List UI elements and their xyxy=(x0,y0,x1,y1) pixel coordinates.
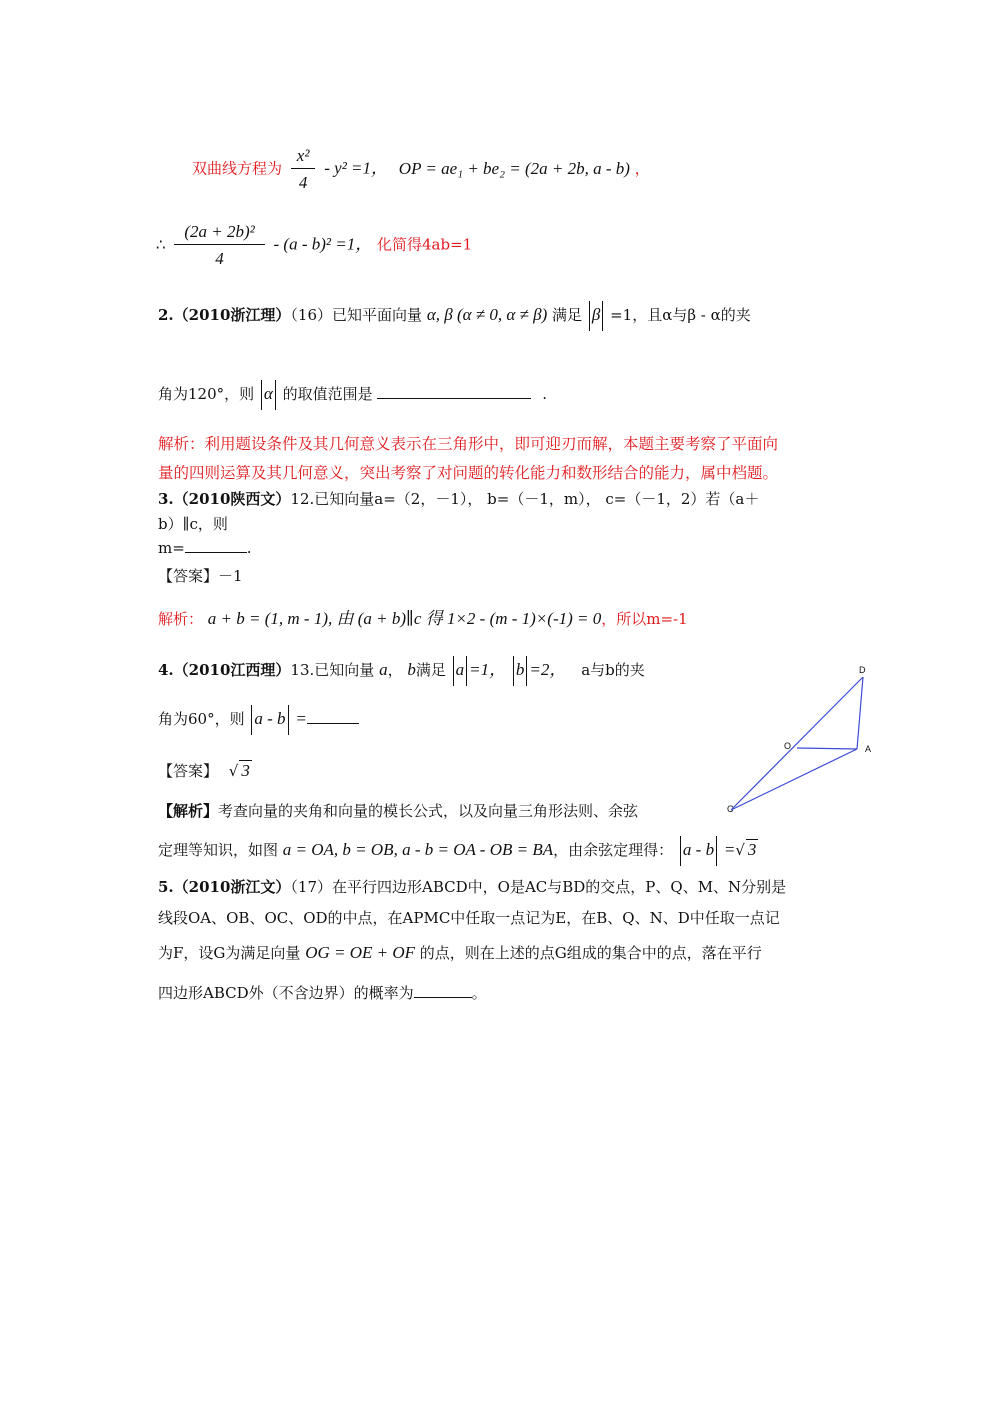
q4-number: 4. xyxy=(158,661,174,679)
label-a: A xyxy=(865,744,872,754)
line1-lead: 双曲线方程为 xyxy=(192,159,283,178)
q4-analysis-1: 考查向量的夹角和向量的模长公式，以及向量三角形法则、余弦 xyxy=(218,802,639,820)
q4-line1-c: 满足 xyxy=(415,661,446,679)
q3-m-label: m= xyxy=(158,539,185,557)
line2-mid: - (a - b)² =1， xyxy=(273,234,373,254)
q4-analysis-2: 定理等知识，如图 xyxy=(158,841,279,859)
line1-frac-den: 4 xyxy=(298,173,308,192)
segment-ca xyxy=(731,749,857,810)
abs-bar-right xyxy=(275,380,276,410)
q4-line2-abs: a - b xyxy=(254,709,286,728)
q5-line3-a: 为F，设G为满足向量 xyxy=(158,944,301,962)
q3-line3-end: . xyxy=(246,539,252,557)
line2-tail: 化简得4ab=1 xyxy=(377,235,473,254)
q5-number: 5. xyxy=(158,878,174,896)
q4-analysis-expr: a = OA, b = OB, a - b = OA - OB = BA xyxy=(282,840,554,859)
q5-line3-b: 的点，则在上述的点G组成的集合中的点，落在平行 xyxy=(419,944,762,962)
q5-line4 xyxy=(158,982,487,1003)
abs-bar-right xyxy=(526,656,527,686)
q4-eq1: =1， xyxy=(469,660,507,679)
label-o: O xyxy=(784,741,792,751)
q2-text-a: 已知平面向量 xyxy=(332,306,423,324)
q2-abs-inner: β xyxy=(591,305,601,324)
q4-analysis-3: ，由余弦定理得： xyxy=(553,841,674,859)
sqrt-icon: √ xyxy=(735,841,745,859)
therefore-symbol: ∴ xyxy=(156,235,166,254)
q4-analysis-abs: a - b xyxy=(682,840,715,859)
line1-fraction xyxy=(291,146,316,193)
q2-line2 xyxy=(158,380,547,410)
triangle-figure xyxy=(725,660,885,825)
q5-line1 xyxy=(158,876,786,897)
q4-analysis-label: 【解析】 xyxy=(158,802,219,820)
q4-line1-d: a与b的夹 xyxy=(581,661,645,679)
abs-bar-right xyxy=(602,301,603,331)
abs-bar-left xyxy=(453,656,454,686)
q4-analysis-line2 xyxy=(158,836,758,866)
q3-line1 xyxy=(158,488,759,509)
q5-answer-blank xyxy=(414,996,472,998)
q4-answer-value: 3 xyxy=(241,761,250,780)
q3-source: （2010陕西文） xyxy=(173,490,291,508)
q3-answer: 【答案】－1 xyxy=(158,567,243,585)
abs-bar-left xyxy=(680,836,681,866)
q4-vec-b: b xyxy=(407,660,416,679)
q4-answer-label: 【答案】 xyxy=(158,762,219,780)
q2-line2-a: 角为120°，则 xyxy=(158,385,255,403)
q2-number: 2. xyxy=(158,306,174,324)
q4-eq2: =2， xyxy=(529,660,567,679)
q2-analysis-line1: 解析：利用题设条件及其几何意义表示在三角形中，即可迎刃而解，本题主要考察了平面向 xyxy=(158,435,779,453)
q2-analysis-line2: 量的四则运算及其几何意义，突出考察了对问题的转化能力和数形结合的能力，属中档题。 xyxy=(158,464,779,482)
line1-tail: ， xyxy=(634,159,650,178)
line2-frac-den: 4 xyxy=(215,249,224,268)
q4-line2-a: 角为60°，则 xyxy=(158,710,245,728)
sqrt-icon: √ xyxy=(228,762,239,780)
q2-answer-blank xyxy=(377,397,531,399)
segment-oa xyxy=(797,748,857,749)
q3-analysis-expr: a + b = (1, m - 1), 由 (a + b)∥c 得 1×2 - (m - 1)×(-1) = 0 xyxy=(207,609,602,628)
q3-text: 12.已知向量a=（2，－1）， b=（－1，m）， c=（－1，2）若（a＋ xyxy=(290,490,760,508)
line1-frac-num: x² xyxy=(291,146,316,169)
q5-line3 xyxy=(158,942,762,963)
q3-analysis-lead: 解析： xyxy=(158,610,204,628)
q2-text-c: =1，且α与β - α的夹 xyxy=(610,306,751,324)
q3-analysis xyxy=(158,604,688,629)
q2-line2-end: . xyxy=(542,385,547,403)
abs-bar-left xyxy=(261,380,262,410)
q3-number: 3. xyxy=(158,490,174,508)
segment-dc xyxy=(731,677,863,810)
q4-analysis-root: 3 xyxy=(747,840,757,859)
line1-mid: - y² =1， xyxy=(324,158,389,178)
label-c: C xyxy=(727,804,734,814)
q4-answer xyxy=(158,760,252,781)
abs-bar-left xyxy=(589,301,590,331)
q3-analysis-tail: ，所以m=-1 xyxy=(601,610,688,628)
q3-answer-blank xyxy=(185,551,247,553)
q5-line1-text: （17）在平行四边形ABCD中，O是AC与BD的交点，P、Q、M、N分别是 xyxy=(290,878,787,896)
q4-answer-blank xyxy=(307,722,359,724)
line2-fraction xyxy=(174,222,264,269)
q2-source: （2010浙江理） xyxy=(173,306,291,324)
q5-source: （2010浙江文） xyxy=(173,878,291,896)
q4-line2-b: = xyxy=(295,709,307,728)
q4-line2 xyxy=(158,705,359,735)
q5-line4-a: 四边形ABCD外（不含边界）的概率为 xyxy=(158,984,414,1002)
abs-bar-right xyxy=(288,705,289,735)
q2-line1 xyxy=(158,301,751,331)
q4-line1 xyxy=(158,655,645,686)
segment-da xyxy=(857,677,863,749)
q4-abs1: a xyxy=(455,660,465,679)
line1-expr: OP = ae₁ + be₂ = (2a + 2b, a - b) xyxy=(398,158,630,178)
q4-analysis-line1 xyxy=(158,800,638,821)
abs-bar-right xyxy=(716,836,717,866)
q5-line4-end: 。 xyxy=(471,984,487,1002)
line1 xyxy=(192,146,650,193)
q2-expr: α, β (α ≠ 0, α ≠ β) xyxy=(426,305,548,324)
q4-line1-b: ， xyxy=(387,661,403,679)
q5-line2: 线段OA、OB、OC、OD的中点，在APMC中任取一点记为E，在B、Q、N、D中任取一点记 xyxy=(158,909,780,927)
q5-line3-expr: OG = OE + OF xyxy=(305,943,416,962)
q2-line2-b: 的取值范围是 xyxy=(282,385,373,403)
label-d: D xyxy=(859,665,866,675)
abs-bar-left xyxy=(251,705,252,735)
line2 xyxy=(156,222,472,269)
q3-line3 xyxy=(158,539,252,557)
q4-vec-a: a xyxy=(379,660,388,679)
q3-line2: b）∥c，则 xyxy=(158,515,228,533)
q4-abs2: b xyxy=(515,660,525,679)
abs-bar-right xyxy=(466,656,467,686)
q4-source: （2010江西理） xyxy=(173,661,291,679)
q2-text-b: 满足 xyxy=(552,306,583,324)
q2-line2-abs: α xyxy=(263,384,273,403)
q2-index: （16） xyxy=(290,306,333,324)
q4-analysis-eq: = xyxy=(723,840,736,859)
abs-bar-left xyxy=(513,656,514,686)
q4-line1-a: 13.已知向量 xyxy=(290,661,375,679)
line2-frac-num: (2a + 2b)² xyxy=(174,222,264,245)
